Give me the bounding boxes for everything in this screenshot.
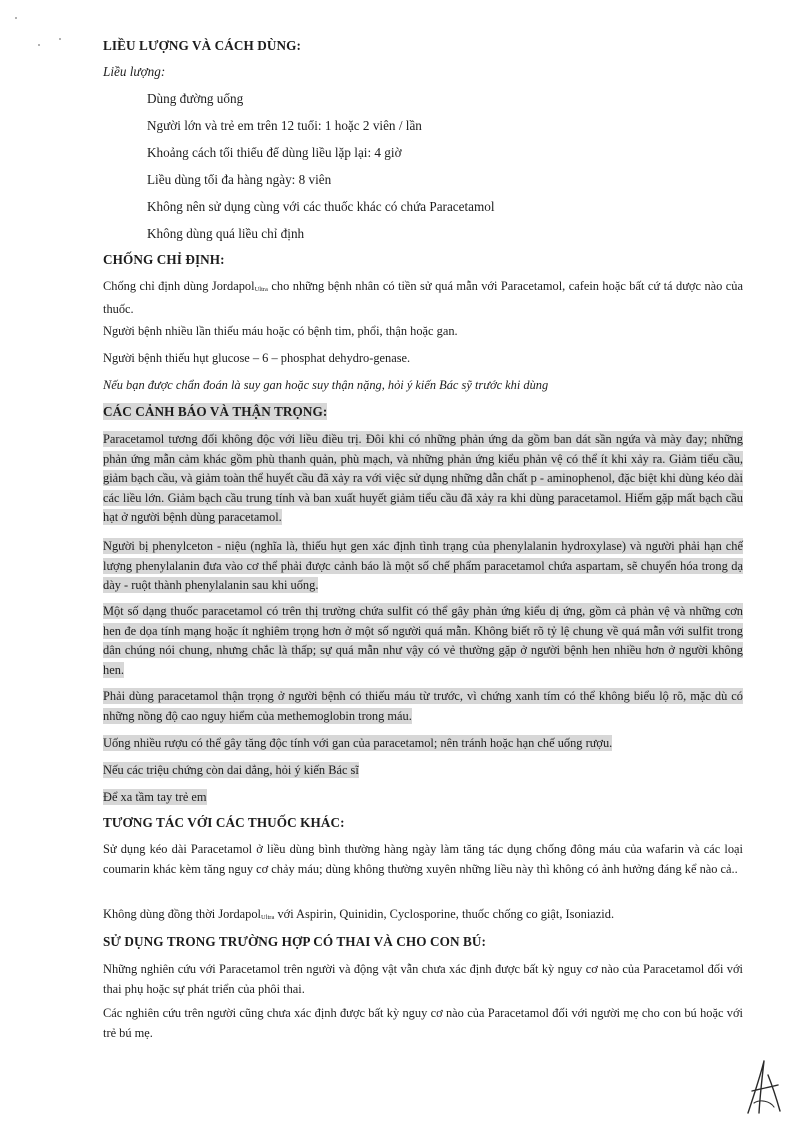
contraindications-heading: CHỐNG CHỈ ĐỊNH: — [103, 252, 225, 267]
brand-subscript: Ultra — [254, 286, 268, 293]
dosage-item: Liều dùng tối đa hàng ngày: 8 viên — [147, 172, 332, 187]
contraindications-note: Nếu bạn được chẩn đoán là suy gan hoặc suy thận nặng, hỏi ý kiến Bác sỹ trước khi dùng — [103, 378, 549, 392]
warnings-paragraph-text: Nếu các triệu chứng còn dai dẳng, hỏi ý kiến Bác sĩ — [103, 763, 359, 777]
scan-speck — [15, 17, 17, 19]
interactions-heading: TƯƠNG TÁC VỚI CÁC THUỐC KHÁC: — [103, 815, 345, 830]
warnings-paragraph-text: Phải dùng paracetamol thận trọng ở người bệnh có thiếu máu từ trước, vì chứng xanh tím có thể không biểu lộ rõ, mặc dù có những nồng độ cao nguy hiểm của methemoglobin trong máu. — [103, 689, 743, 723]
pregnancy-paragraph: Những nghiên cứu với Paracetamol trên người và động vật vẫn chưa xác định được bất kỳ nguy cơ nào của Paracetamol đối với thai phụ hoặc sự phát triển của phôi thai. — [103, 962, 743, 996]
interactions-paragraph — [103, 905, 743, 928]
scan-speck — [38, 44, 40, 46]
dosage-item: Người lớn và trẻ em trên 12 tuổi: 1 hoặc 2 viên / lần — [147, 118, 422, 133]
brand-subscript: Ultra — [261, 914, 275, 921]
warnings-paragraph-text: Người bị phenylceton - niệu (nghĩa là, thiếu hụt gen xác định tình trạng của phenylalanin hydroxylase) và người phải hạn chế lượng phenylalanin đưa vào cơ thể phải được cảnh báo là một số chế phẩm paracetamol chứa aspartam, sẽ chuyển hóa trong dạ dày - ruột thành phenylalanin sau khi uống. — [103, 539, 743, 592]
pregnancy-heading: SỬ DỤNG TRONG TRƯỜNG HỢP CÓ THAI VÀ CHO CON BÚ: — [103, 934, 487, 949]
interactions-paragraph: Sử dụng kéo dài Paracetamol ở liều dùng bình thường hàng ngày làm tăng tác dụng chống đông máu của wafarin và các loại coumarin khác kèm tăng nguy cơ chảy máu; dùng không thường xuyên những liều này thì không có ảnh hưởng đáng kể nào cả.. — [103, 842, 743, 876]
dosage-item: Không nên sử dụng cùng với các thuốc khác có chứa Paracetamol — [147, 199, 495, 214]
dosage-item: Khoảng cách tối thiểu để dùng liều lặp lại: 4 giờ — [147, 145, 402, 160]
dosage-item: Không dùng quá liều chỉ định — [147, 226, 305, 241]
warnings-heading — [103, 404, 327, 420]
warnings-paragraph — [103, 430, 743, 528]
pregnancy-paragraph: Các nghiên cứu trên người cũng chưa xác định được bất kỳ nguy cơ nào của Paracetamol đối với người mẹ cho con bú hoặc với trẻ bú mẹ. — [103, 1006, 743, 1040]
signature-mark — [740, 1055, 784, 1117]
warnings-paragraph — [103, 602, 743, 680]
warnings-paragraph — [103, 788, 743, 808]
contraindications-text-before: Chống chỉ định dùng Jordapol — [103, 279, 255, 293]
scan-speck — [59, 38, 61, 40]
contraindications-paragraph — [103, 277, 743, 319]
dosage-heading: LIỀU LƯỢNG VÀ CÁCH DÙNG: — [103, 38, 302, 53]
contraindications-paragraph: Người bệnh nhiều lần thiếu máu hoặc có bệnh tim, phổi, thận hoặc gan. — [103, 324, 458, 338]
contraindications-text-after: cho những bệnh nhân có tiền sử quá mẫn với Paracetamol, cafein hoặc bất cứ tá dược nào của thuốc. — [103, 279, 743, 316]
dosage-subheading: Liều lượng: — [103, 64, 166, 79]
dosage-item: Dùng đường uống — [147, 91, 244, 106]
warnings-paragraph-text: Paracetamol tương đối không độc với liều điều trị. Đôi khi có những phản ứng da gồm ban dát sần ngứa và mày đay; những phản ứng mẫn cảm khác gồm phù thanh quản, phù mạch, và những phản ứng kiểu phản vệ có thể ít khi xảy ra. Giảm tiểu cầu, giảm bạch cầu, và giảm toàn thể huyết cầu đã xảy ra với việc sử dụng những dẫn chất p - aminophenol, đặc biệt khi dùng kéo dài các liều lớn. Giảm bạch cầu trung tính và ban xuất huyết giảm tiểu cầu đã xảy ra khi dùng paracetamol. Hiếm gặp mất bạch cầu hạt ở người bệnh dùng paracetamol. — [103, 432, 743, 524]
warnings-paragraph-text: Để xa tầm tay trẻ em — [103, 790, 207, 804]
warnings-paragraph-text: Uống nhiều rượu có thể gây tăng độc tính với gan của paracetamol; nên tránh hoặc hạn chế uống rượu. — [103, 736, 613, 750]
warnings-paragraph — [103, 761, 743, 781]
contraindications-paragraph: Người bệnh thiếu hụt glucose – 6 – phosphat dehydro-genase. — [103, 351, 411, 365]
warnings-paragraph — [103, 537, 743, 596]
warnings-heading-text: CÁC CẢNH BÁO VÀ THẬN TRỌNG: — [103, 404, 328, 419]
interactions-text-after: với Aspirin, Quinidin, Cyclosporine, thuốc chống co giật, Isoniazid. — [274, 907, 615, 921]
warnings-paragraph — [103, 734, 743, 754]
warnings-paragraph — [103, 687, 743, 726]
warnings-paragraph-text: Một số dạng thuốc paracetamol có trên thị trường chứa sulfit có thể gây phản ứng kiểu dị ứng, gồm cả phản vệ và những cơn hen đe dọa tính mạng hoặc ít nghiêm trọng hơn ở một số người quá mẫn. Không biết rõ tỷ lệ chung về quá mẫn với sulfit trong dân chúng nói chung, nhưng chắc là thấp; sự quá mẫn như vậy có vẻ thường gặp ở người bệnh hen nhiều hơn ở người không hen. — [103, 604, 743, 677]
interactions-text-before: Không dùng đồng thời Jordapol — [103, 907, 261, 921]
